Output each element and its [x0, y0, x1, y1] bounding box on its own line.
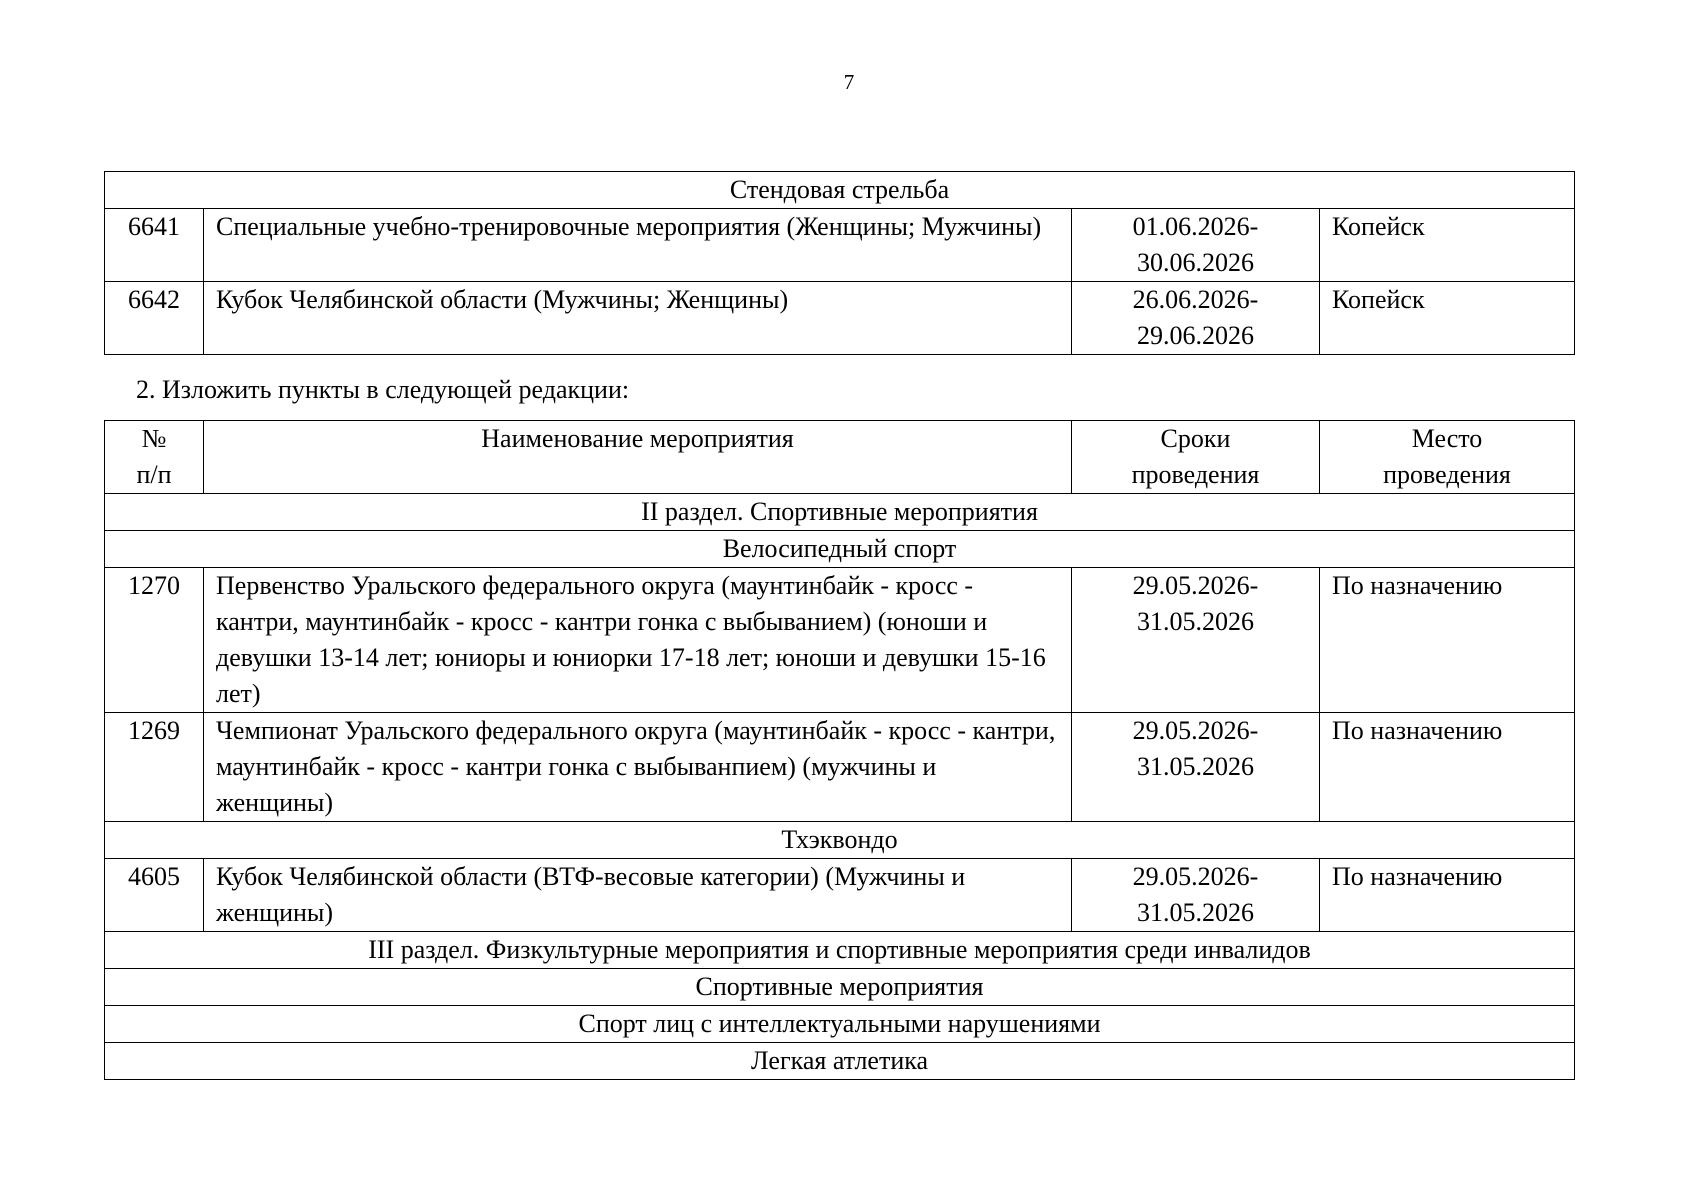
- header-line: проведения: [1131, 460, 1260, 489]
- date-to: 31.05.2026: [1137, 752, 1254, 781]
- section-row: [105, 1043, 1575, 1080]
- date-from: 01.06.2026-: [1132, 212, 1259, 241]
- header-line: Место: [1411, 424, 1483, 453]
- event-name: Первенство Уральского федерального округа (маунтинбайк - кросс - кантри, маунтинбайк - кросс - кантри гонка с выбыванием) (юноши и девушки 13-14 лет; юниоры и юниорки 17-18 лет; юноши и девушки 15-16 лет): [204, 568, 1072, 713]
- section-row: [105, 494, 1575, 531]
- event-dates: [1072, 713, 1320, 822]
- event-dates: [1072, 209, 1320, 282]
- section-row: [105, 531, 1575, 568]
- event-dates: [1072, 859, 1320, 932]
- event-name: Кубок Челябинской области (ВТФ-весовые категории) (Мужчины и женщины): [204, 859, 1072, 932]
- section-row: [105, 932, 1575, 969]
- date-from: 29.05.2026-: [1132, 571, 1259, 600]
- event-place: По назначению: [1320, 859, 1575, 932]
- instruction-text: 2. Изложить пункты в следующей редакции:: [136, 375, 630, 404]
- events-table-revised: [104, 420, 1575, 1080]
- column-header-number: [105, 421, 204, 494]
- event-place: По назначению: [1320, 568, 1575, 713]
- table-row: [105, 282, 1575, 355]
- column-header-name: Наименование мероприятия: [204, 421, 1072, 494]
- section-title: Спорт лиц с интеллектуальными нарушениями: [105, 1006, 1575, 1043]
- event-number: 1270: [105, 568, 204, 713]
- section-row: [105, 969, 1575, 1006]
- column-header-place: [1320, 421, 1575, 494]
- event-place: По назначению: [1320, 713, 1575, 822]
- date-from: 29.05.2026-: [1132, 862, 1259, 891]
- table-row: [105, 713, 1575, 822]
- event-place: Копейск: [1320, 209, 1575, 282]
- event-number: 1269: [105, 713, 204, 822]
- date-from: 29.05.2026-: [1132, 716, 1259, 745]
- section-title: Тхэквондо: [105, 822, 1575, 859]
- section-title: Стендовая стрельба: [105, 172, 1575, 209]
- event-number: 6642: [105, 282, 204, 355]
- event-number: 6641: [105, 209, 204, 282]
- event-number: 4605: [105, 859, 204, 932]
- event-dates: [1072, 282, 1320, 355]
- table-row: [105, 568, 1575, 713]
- header-line: проведения: [1383, 460, 1511, 489]
- section-title: Спортивные мероприятия: [105, 969, 1575, 1006]
- date-to: 29.06.2026: [1137, 321, 1254, 350]
- section-title: III раздел. Физкультурные мероприятия и спортивные мероприятия среди инвалидов: [105, 932, 1575, 969]
- header-line: Сроки: [1160, 424, 1231, 453]
- event-dates: [1072, 568, 1320, 713]
- column-header-dates: [1072, 421, 1320, 494]
- section-title: Велосипедный спорт: [105, 531, 1575, 568]
- section-row: [105, 172, 1575, 209]
- date-from: 26.06.2026-: [1132, 285, 1259, 314]
- section-title: II раздел. Спортивные мероприятия: [105, 494, 1575, 531]
- table-row: [105, 209, 1575, 282]
- event-place: Копейск: [1320, 282, 1575, 355]
- section-row: [105, 1006, 1575, 1043]
- table-row: [105, 859, 1575, 932]
- table-header-row: [105, 421, 1575, 494]
- header-line: №: [141, 424, 167, 453]
- event-name: Чемпионат Уральского федерального округа (маунтинбайк - кросс - кантри, маунтинбайк - кросс - кантри гонка с выбыванпием) (мужчины и женщины): [204, 713, 1072, 822]
- date-to: 31.05.2026: [1137, 607, 1254, 636]
- events-table-continuation: [104, 171, 1575, 355]
- event-name: Специальные учебно-тренировочные мероприятия (Женщины; Мужчины): [204, 209, 1072, 282]
- page-number: 7: [843, 70, 855, 94]
- date-to: 31.05.2026: [1137, 898, 1254, 927]
- section-title: Легкая атлетика: [105, 1043, 1575, 1080]
- header-line: п/п: [136, 460, 172, 489]
- section-row: [105, 822, 1575, 859]
- date-to: 30.06.2026: [1137, 248, 1254, 277]
- event-name: Кубок Челябинской области (Мужчины; Женщины): [204, 282, 1072, 355]
